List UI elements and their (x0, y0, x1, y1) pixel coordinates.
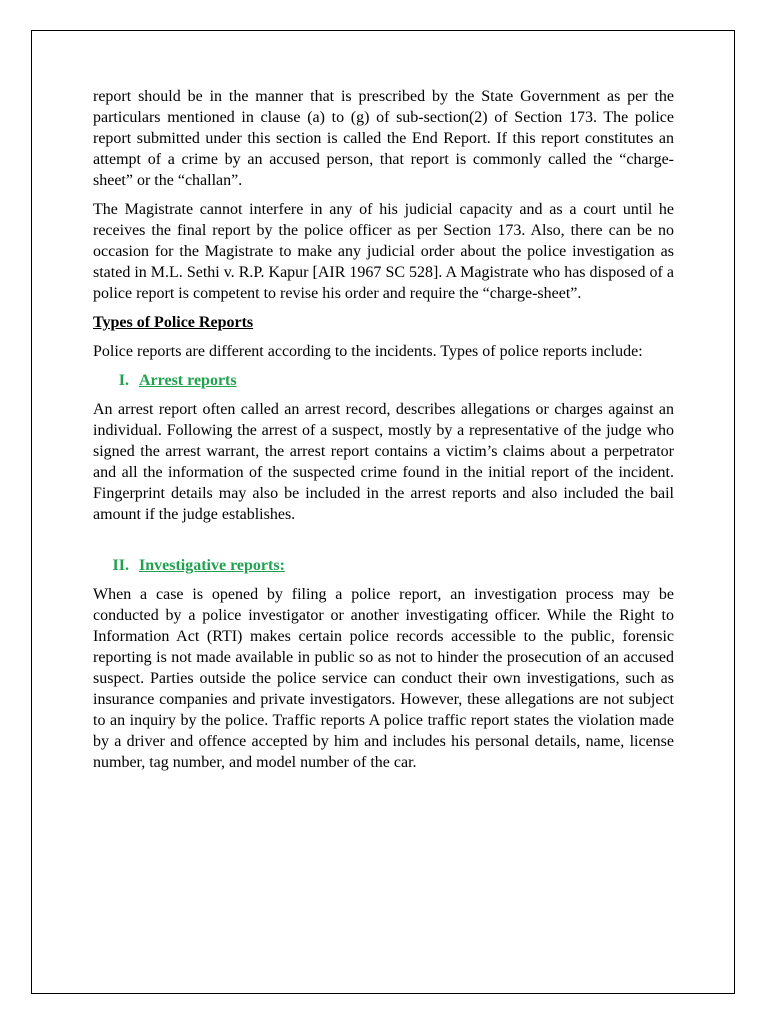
list-numeral: II. (112, 557, 129, 574)
list-heading-arrest (93, 370, 674, 391)
paragraph-types-intro: Police reports are different according to the incidents. Types of police reports include: (93, 343, 643, 360)
paragraph-investigative-reports: When a case is opened by filing a police report, an investigation process may be conducted by a police investigator or another investigating officer. While the Right to Information Act (RTI) makes certain police records accessible to the public, forensic reporting is not made available in public so as not to hinder the prosecution of an accused suspect. Parties outside the police service can conduct their own investigations, such as insurance companies and private investigators. However, these allegations are not subject to an inquiry by the police. Traffic reports A police traffic report states the violation made by a driver and offence accepted by him and includes his personal details, name, license number, tag number, and model number of the car. (93, 586, 674, 771)
list-heading-label: Arrest reports (139, 372, 237, 389)
list-numeral: I. (118, 372, 129, 389)
section-heading-types: Types of Police Reports (93, 314, 254, 331)
paragraph-arrest-reports: An arrest report often called an arrest record, describes allegations or charges against an individual. Following the arrest of a suspect, mostly by a representative of the judge who signed the arrest warrant, the arrest report contains a victim’s claims about a perpetrator and all the information of the suspected crime found in the initial report of the incident. Fingerprint details may also be included in the arrest reports and also included the bail amount if the judge establishes. (93, 401, 674, 523)
paragraph-magistrate: The Magistrate cannot interfere in any of his judicial capacity and as a court until he receives the final report by the police officer as per Section 173. Also, there can be no occasion for the Magistrate to make any judicial order about the police investigation as stated in M.L. Sethi v. R.P. Kapur [AIR 1967 SC 528]. A Magistrate who has disposed of a police report is competent to revise his order and require the “charge-sheet”. (93, 201, 674, 302)
list-heading-label: Investigative reports: (139, 557, 285, 574)
list-heading-investigative (93, 555, 674, 576)
document-body (93, 86, 674, 781)
spacer (93, 533, 674, 555)
paragraph-end-report: report should be in the manner that is prescribed by the State Government as per the particulars mentioned in clause (a) to (g) of sub-section(2) of Section 173. The police report submitted under this section is called the End Report. If this report constitutes an attempt of a crime by an accused person, that report is commonly called the “charge-sheet” or the “challan”. (93, 88, 674, 189)
